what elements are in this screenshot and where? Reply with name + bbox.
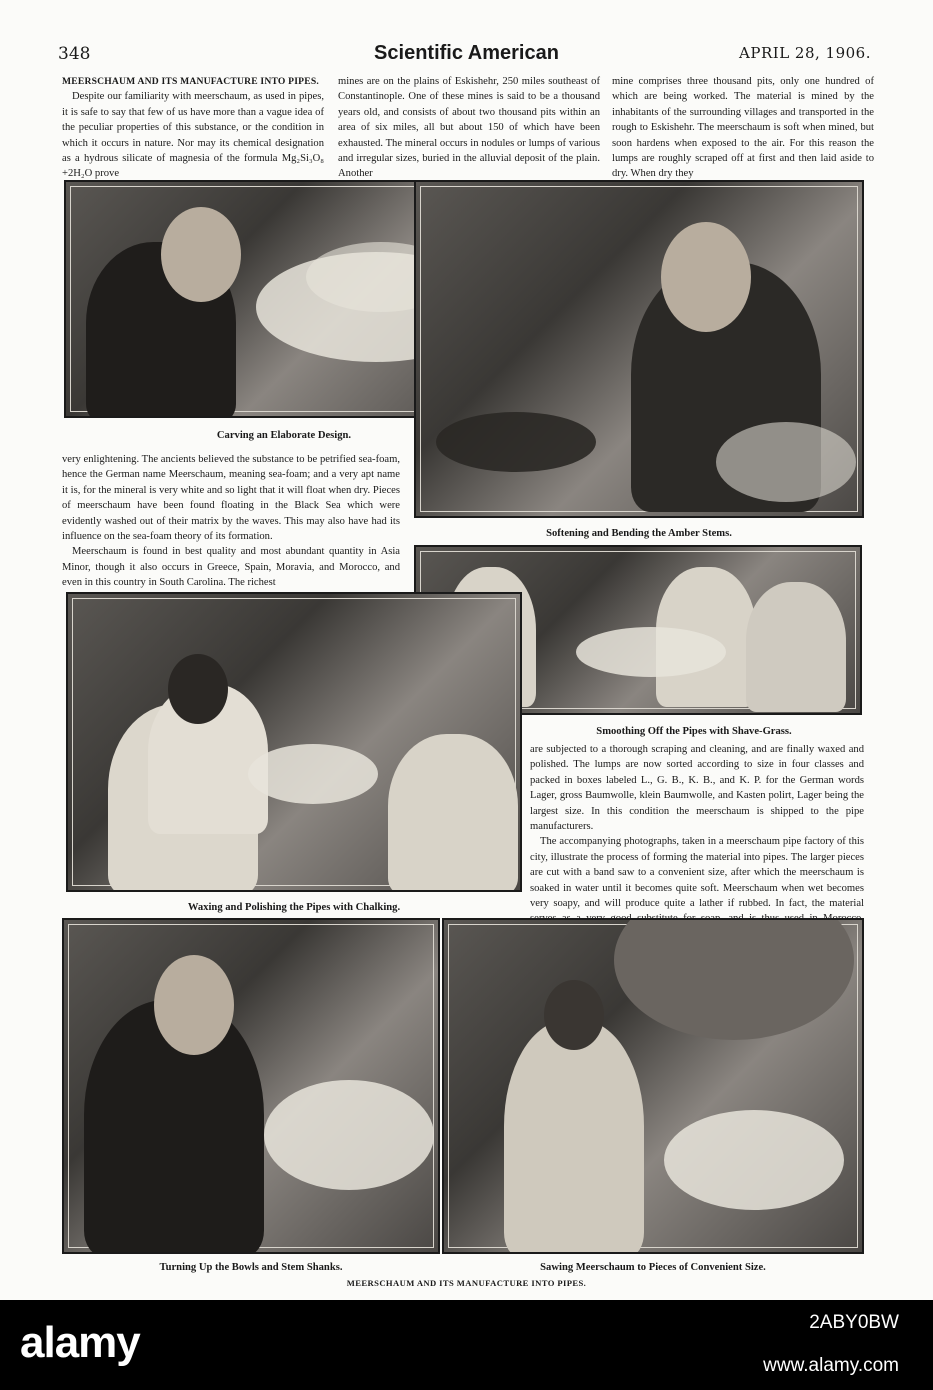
stock-watermark-bar: [0, 1300, 933, 1390]
text-column-3: [612, 74, 874, 182]
issue-date: APRIL 28, 1906.: [739, 44, 871, 62]
paragraph: very enlightening. The ancients believed the substance to be petrified sea-foam, hence the German name Meerschaum, meaning sea-foam; and a very apt name it is, for the mineral is very white and so light that it will float when dry. Pieces of meerschaum have been found floating in the Black Sea which were evidently washed out of their matrix by the waves. This may also have had its influence on the sea-foam theory of its formation.: [62, 454, 400, 543]
magazine-title: Scientific American: [374, 42, 559, 64]
paragraph: mine comprises three thousand pits, only one hundred of which are being worked. The material is mined by the inhabitants of the surrounding villages and transported in the rough to Eskishehr. The meerschaum is soft when mined, but soon hardens when exposed to the air. For this reason the lumps are roughly scraped off at first and then laid aside to dry. When dry they: [612, 76, 874, 180]
photo-sawing: [442, 918, 864, 1254]
text-column-1: [62, 74, 324, 182]
caption-turning: Turning Up the Bowls and Stem Shanks.: [159, 1262, 343, 1273]
caption-carving: Carving an Elaborate Design.: [216, 430, 352, 441]
paragraph: Despite our familiarity with meerschaum, as used in pipes, it is safe to say that few of us have more than a vague idea of the peculiar properties of this substance, or the condition in which it occurs in nature. Nor may its chemical designation as a hydrous silicate of magnesia of the formula Mg₂Si₃O₈ +2H₂O prove: [62, 91, 324, 180]
photo-waxing: [66, 592, 522, 892]
caption-waxing: Waxing and Polishing the Pipes with Chalking.: [187, 902, 401, 913]
text-column-2: [338, 74, 600, 182]
article-heading: MEERSCHAUM AND ITS MANUFACTURE INTO PIPES.: [62, 76, 319, 87]
photo-softening: [414, 180, 864, 518]
text-column-right: [530, 742, 864, 942]
page-number: 348: [58, 44, 91, 64]
paragraph: are subjected to a thorough scraping and cleaning, and are finally waxed and polished. The lumps are now sorted according to size in four classes and packed in boxes labeled L., G. B., K. B., and K. P. for the German words Lager, gross Baumwolle, klein Baumwolle, and Kasten polirt, Lager being the largest size. In this condition the meerschaum is shipped to the pipe manufacturers.: [530, 744, 864, 833]
image-id: 2ABY0BW: [809, 1312, 899, 1333]
caption-softening: Softening and Bending the Amber Stems.: [546, 528, 732, 539]
figure-title: MEERSCHAUM AND ITS MANUFACTURE INTO PIPES.: [346, 1278, 587, 1288]
caption-sawing: Sawing Meerschaum to Pieces of Convenient Size.: [540, 1262, 766, 1273]
paragraph: Meerschaum is found in best quality and most abundant quantity in Asia Minor, though it also occurs in Greece, Spain, Moravia, and Morocco, and even in this country in South Carolina. The richest: [62, 546, 400, 589]
photo-turning: [62, 918, 440, 1254]
caption-smoothing: Smoothing Off the Pipes with Shave-Grass.: [596, 726, 792, 737]
alamy-logo: alamy: [20, 1318, 140, 1367]
paragraph: The accompanying photographs, taken in a meerschaum pipe factory of this city, illustrate the process of forming the material into pipes. The larger pieces are cut with a band saw to a convenient size, after which the meerschaum is soaked in water until it becomes quite soft. Meerschaum when wet becomes very soapy, and will produce quite a lather if rubbed. In fact, the material: [530, 836, 864, 910]
paragraph: mines are on the plains of Eskishehr, 250 miles southeast of Constantinople. One of these mines is said to be a thousand years old, and consists of about two thousand pits within an area of six miles, all but about 150 of which have been exhausted. The mineral occurs in nodules or lumps of various and irregular sizes, buried in the alluvial deposit of the plain. Another: [338, 76, 600, 180]
watermark-url: www.alamy.com: [763, 1355, 899, 1376]
text-column-middle-left: [62, 452, 400, 591]
